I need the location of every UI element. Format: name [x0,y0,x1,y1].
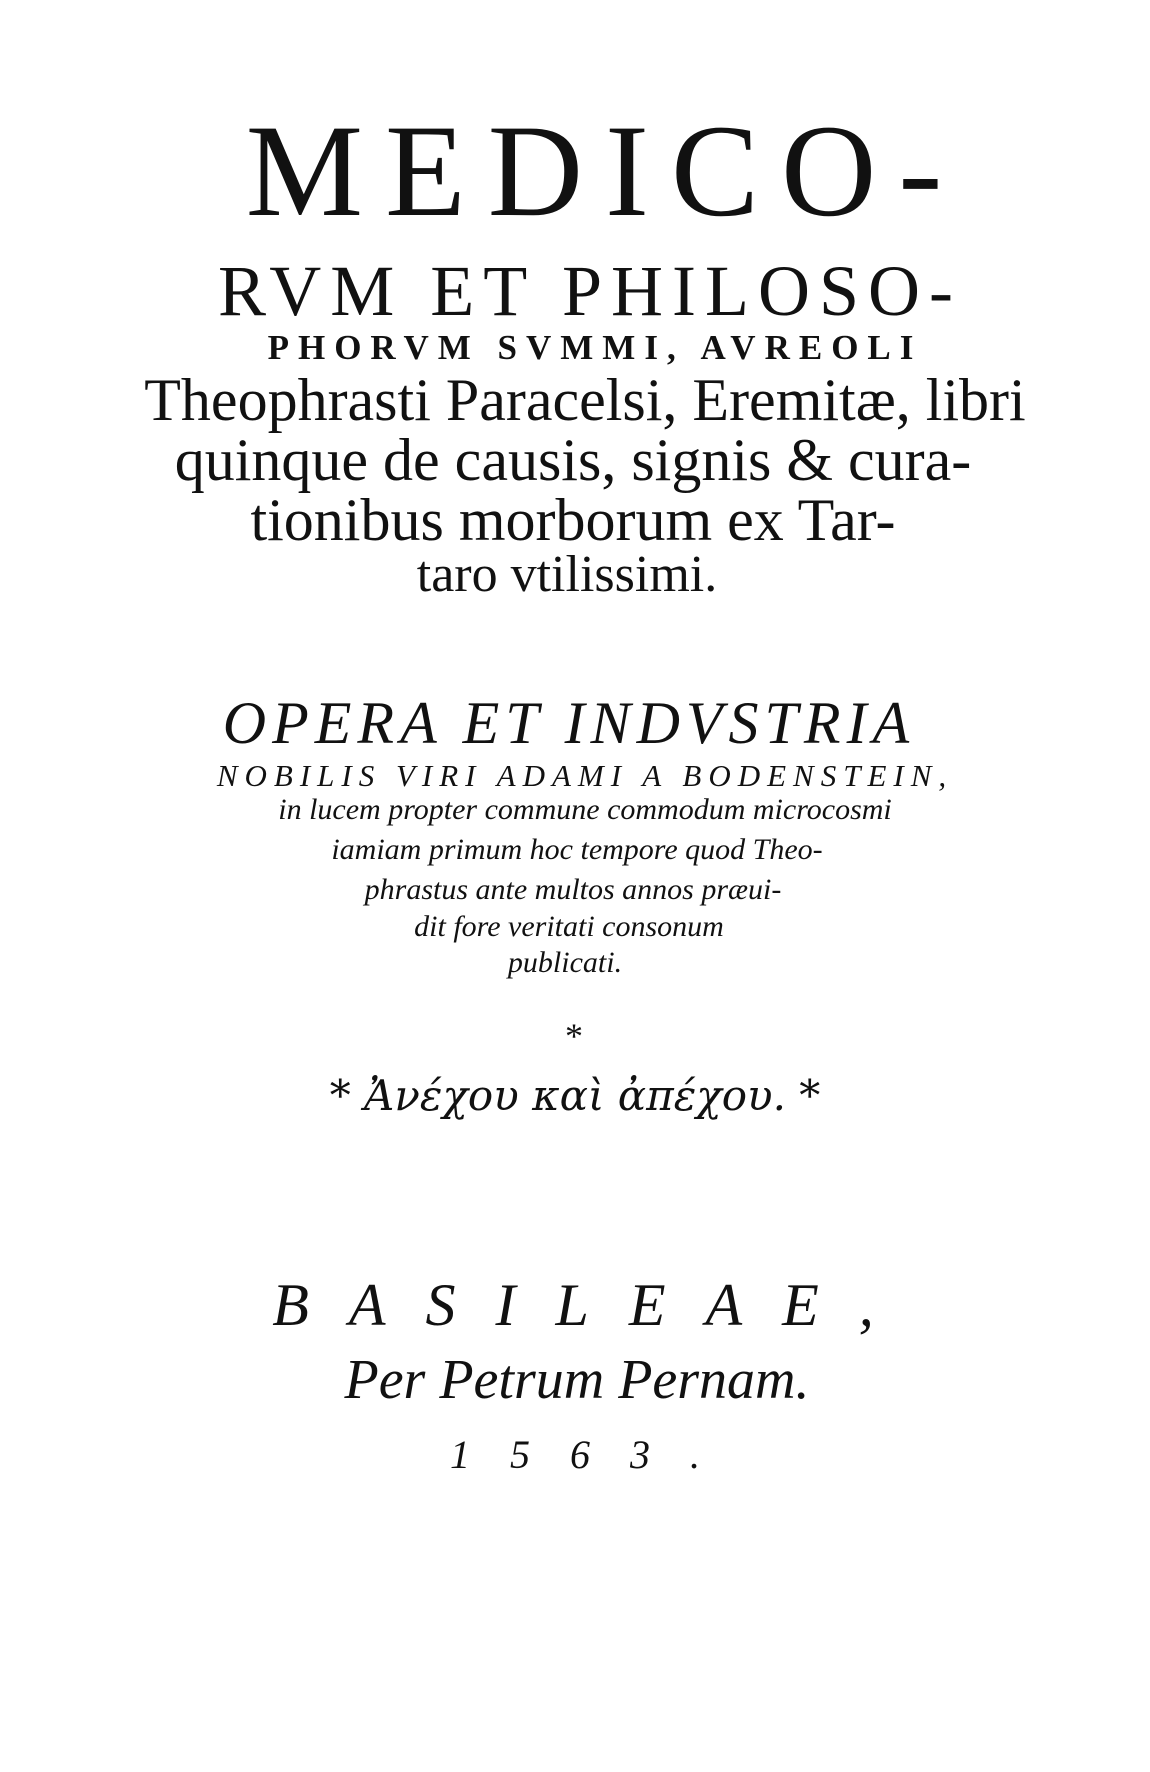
title-line-4: Theophrasti Paracelsi, Eremitæ, libri [144,367,1026,433]
imprint-year: 1563. [450,1432,740,1477]
title-line-6: tionibus morborum ex Tar- [250,487,896,553]
title-line-2: RVM ET PHILOSO- [218,251,962,331]
motto-greek: * Ἀνέχου καὶ ἀπέχου. * [329,1071,821,1120]
editor-line-1: OPERA ET INDVSTRIA [222,690,916,756]
imprint-printer: Per Petrum Pernam. [344,1349,810,1411]
editor-line-3: in lucem propter commune commodum microcosmi [278,793,892,826]
title-line-7: taro vtilissimi. [416,546,718,603]
editor-line-4: iamiam primum hoc tempore quod Theo- [331,833,823,866]
editor-line-6: dit fore veritati consonum [414,910,724,943]
imprint-city: BASILEAE, [272,1272,914,1338]
motto-asterisk: * [565,1016,583,1056]
title-line-5: quinque de causis, signis & cura- [174,427,972,493]
editor-line-2: NOBILIS VIRI ADAMI A BODENSTEIN, [216,758,954,793]
title-line-1: MEDICO- [245,97,965,244]
editor-line-5: phrastus ante multos annos præui- [364,873,782,906]
title-line-3: PHORVM SVMMI, AVREOLI [267,328,923,367]
editor-line-7: publicati. [507,946,623,979]
